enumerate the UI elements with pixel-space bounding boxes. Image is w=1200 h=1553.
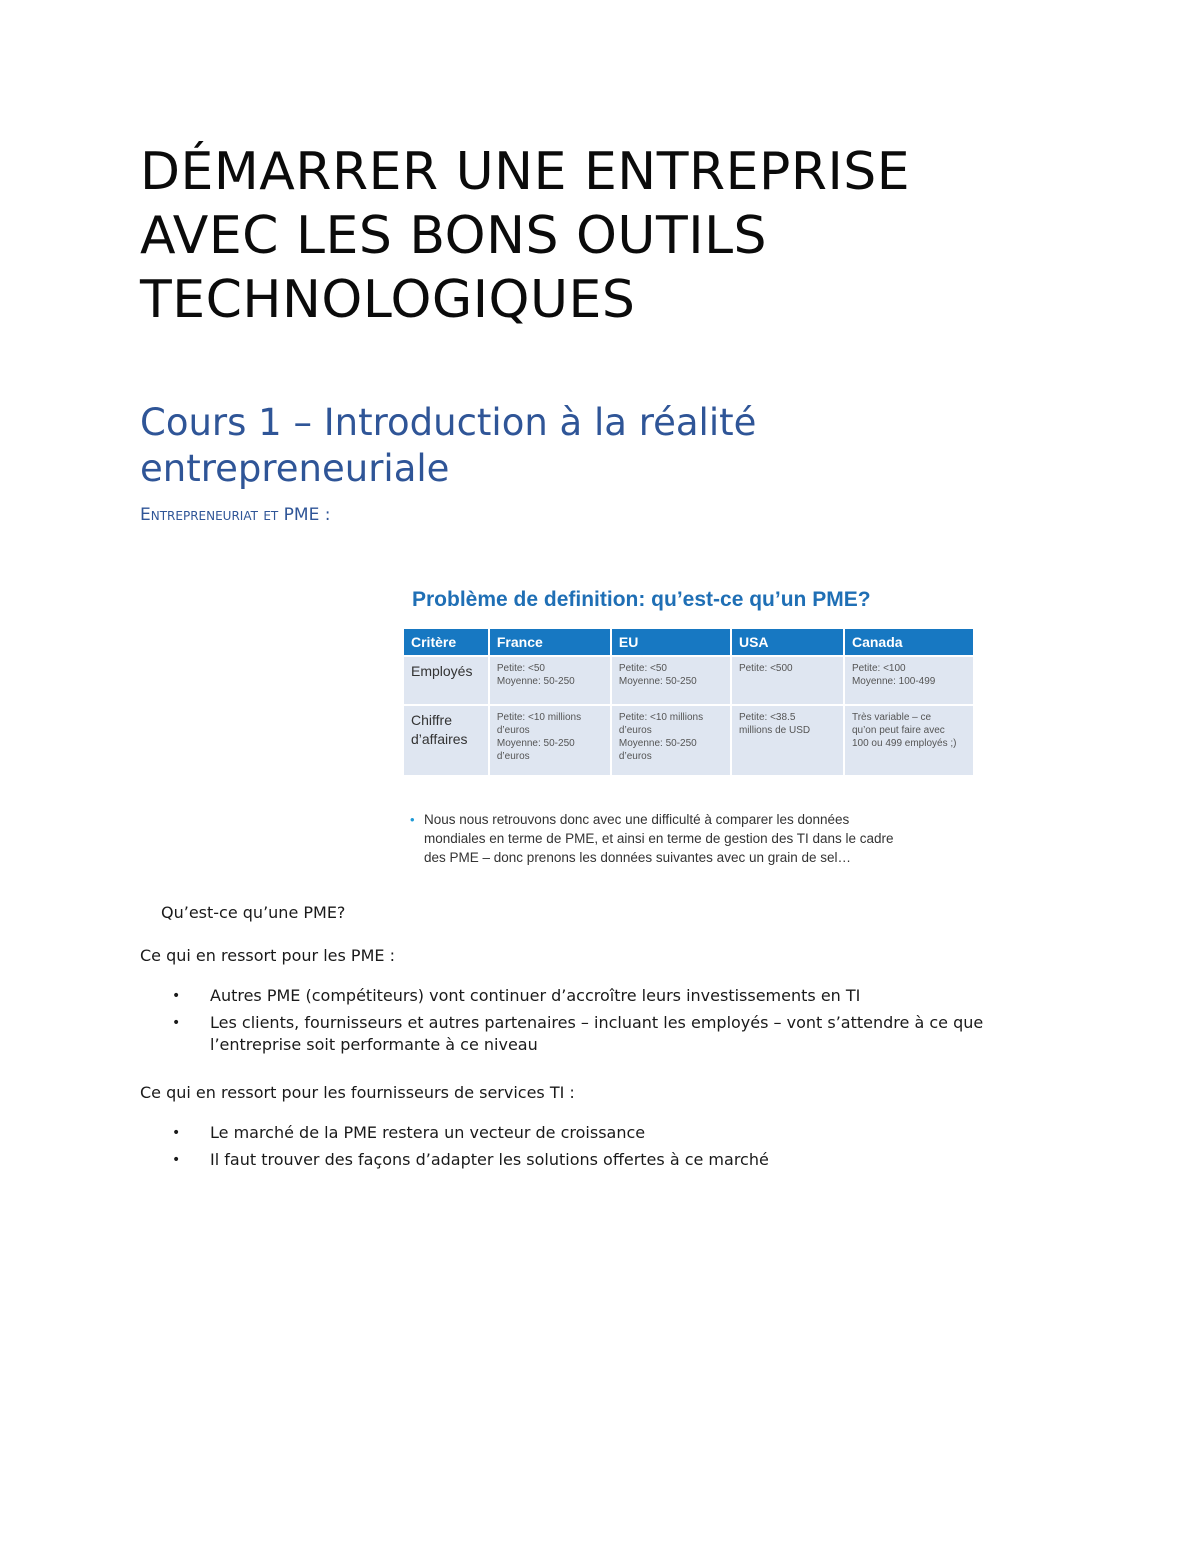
list-item-text: Il faut trouver des façons d’adapter les solutions offertes à ce marché [210,1150,769,1169]
bullet-icon: • [172,988,181,1004]
table-cell [731,705,844,775]
paragraph-intro: Ce qui en ressort pour les fournisseurs de services TI : [140,1083,575,1102]
bullet-icon: • [172,1152,181,1168]
title-line: DÉMARRER UNE ENTREPRISE [140,142,911,202]
list-item-text: Les clients, fournisseurs et autres partenaires – incluant les employés – vont s’attendre à ce que l’entreprise soit performante à ce niveau [210,1013,984,1054]
table-cell [489,705,611,775]
list-item [0,1122,1070,1144]
table-header-cell: Critère [404,629,489,656]
course-heading [140,400,960,492]
list-item-text: Autres PME (compétiteurs) vont continuer d’accroître leurs investissements en TI [210,986,861,1005]
bullet-list [0,985,1070,1056]
row-label: Employés [404,656,489,705]
slide-title: Problème de definition: qu’est-ce qu’un PME? [412,588,871,611]
table-cell [611,656,731,705]
table-cell [844,705,973,775]
table-row [404,656,973,705]
cell-line: Petite: <10 millions [618,712,704,723]
table-header-cell: EU [611,629,731,656]
sme-definition-table [404,629,973,775]
table-header-cell: France [489,629,611,656]
cell-line: qu’on peut faire avec [851,725,945,736]
document-title [140,140,1100,332]
slide-bullet-line: mondiales en terme de PME, et ainsi en terme de gestion des TI dans le cadre [424,831,894,846]
cell-line: Petite: <50 [618,663,667,674]
table-header-cell: Canada [844,629,973,656]
slide-bullet-text [424,810,970,867]
course-heading-line: entrepreneuriale [140,447,450,490]
row-label [404,705,489,775]
table-cell [731,656,844,705]
title-line: TECHNOLOGIQUES [140,270,636,330]
cell-line: d’euros [496,725,530,736]
table-header-row [404,629,973,656]
cell-line: Petite: <100 [851,663,906,674]
bullet-dot-icon: • [410,812,415,827]
cell-line: Petite: <10 millions [496,712,582,723]
list-item-text: Le marché de la PME restera un vecteur de croissance [210,1123,646,1142]
bullet-list [0,1122,1070,1171]
slide-bullet-point [410,810,970,867]
cell-line: d’euros [618,751,652,762]
bullet-icon: • [172,1015,181,1031]
table-cell [611,705,731,775]
paragraph-intro: Ce qui en ressort pour les PME : [140,946,395,965]
cell-line: Moyenne: 50-250 [618,738,697,749]
cell-line: Moyenne: 50-250 [618,676,697,687]
cell-line: Petite: <50 [496,663,545,674]
course-heading-line: Cours 1 – Introduction à la réalité [140,401,757,444]
table-row [404,705,973,775]
table-header-cell: USA [731,629,844,656]
cell-line: Moyenne: 50-250 [496,738,575,749]
bullet-icon: • [172,1125,181,1141]
embedded-slide-figure [404,588,976,873]
table-cell [844,656,973,705]
cell-line: millions de USD [738,725,811,736]
cell-line: 100 ou 499 employés ;) [851,738,957,749]
cell-line: d’euros [618,725,652,736]
list-item [0,1149,1070,1171]
row-label-line: d’affaires [411,731,468,747]
cell-line: Moyenne: 50-250 [496,676,575,687]
cell-line: Petite: <500 [738,663,793,674]
list-item [0,985,1070,1007]
slide-bullet-line: des PME – donc prenons les données suivantes avec un grain de sel… [424,850,852,865]
cell-line: Moyenne: 100-499 [851,676,936,687]
section-heading: Entrepreneuriat et PME : [140,505,331,525]
title-line: AVEC LES BONS OUTILS [140,206,768,266]
cell-line: Très variable – ce [851,712,932,723]
list-item [0,1012,1070,1056]
slide-bullet-line: Nous nous retrouvons donc avec une difficulté à comparer les données [424,812,850,827]
figure-caption: Qu’est-ce qu’une PME? [161,903,346,922]
cell-line: d’euros [496,751,530,762]
cell-line: Petite: <38.5 [738,712,796,723]
table-cell [489,656,611,705]
row-label-line: Chiffre [411,712,452,728]
